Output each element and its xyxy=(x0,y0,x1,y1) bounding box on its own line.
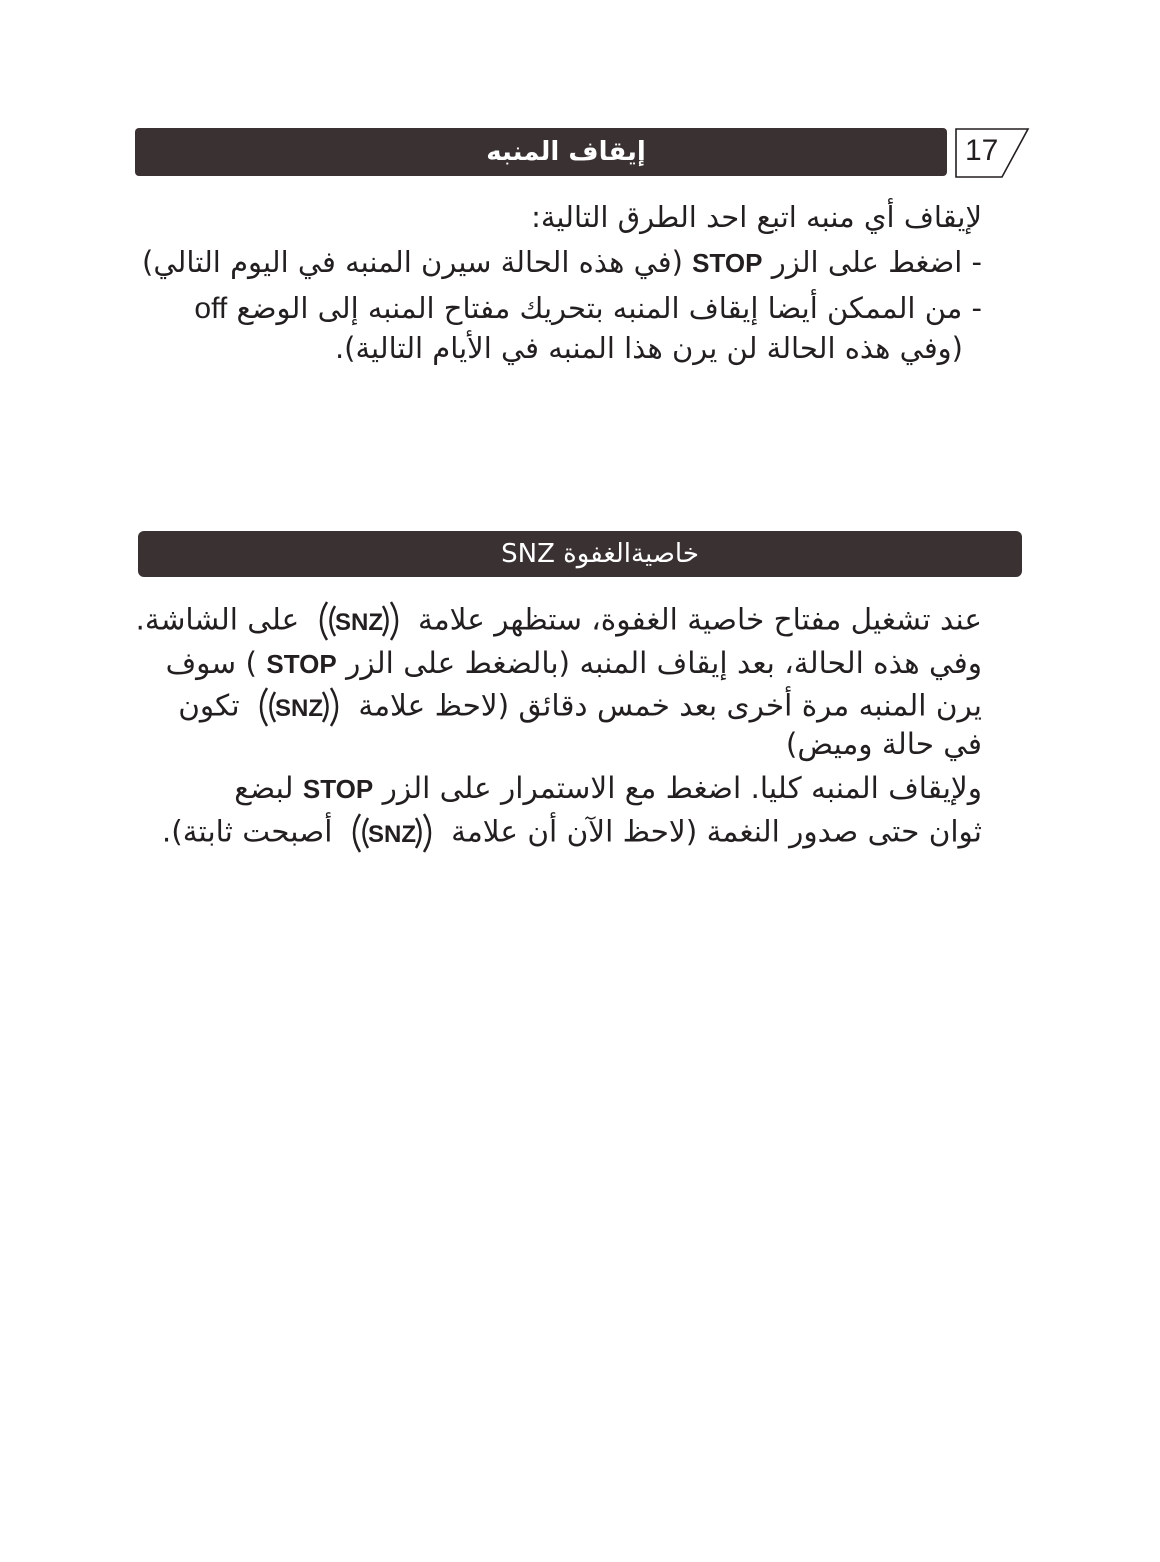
list-item: - اضغط على الزر STOP (في هذه الحالة سيرن المنبه في اليوم التالي) xyxy=(142,245,982,279)
snooze-icon-text: SNZ xyxy=(367,821,416,848)
snooze-indicator-icon xyxy=(253,684,345,730)
list-item-continuation: (وفي هذه الحالة لن يرن هذا المنبه في الأيام التالية). xyxy=(334,331,963,365)
snooze-indicator-icon xyxy=(346,810,438,856)
page-number: 17 xyxy=(965,134,999,167)
snooze-icon-text: SNZ xyxy=(334,609,383,636)
off-position-label: off xyxy=(194,292,228,325)
snooze-indicator-icon xyxy=(313,598,405,644)
paragraph-line: لإيقاف أي منبه اتبع احد الطرق التالية: xyxy=(531,200,982,234)
list-item: - من الممكن أيضا إيقاف المنبه بتحريك مفتاح المنبه إلى الوضع off xyxy=(194,291,982,325)
paragraph-line: عند تشغيل مفتاح خاصية الغفوة، ستظهر علامة SNZ على الشاشة. xyxy=(136,598,983,644)
section-heading-stop-alarm xyxy=(135,128,947,176)
paragraph-line: في حالة وميض) xyxy=(785,727,982,761)
paragraph-line: وفي هذه الحالة، بعد إيقاف المنبه (بالضغط على الزر STOP ) سوف xyxy=(165,646,982,680)
paragraph-line: ثوان حتى صدور النغمة (لاحظ الآن أن علامة SNZ أصبحت ثابتة). xyxy=(162,810,982,856)
paragraph-line: ولإيقاف المنبه كليا. اضغط مع الاستمرار على الزر STOP لبضع xyxy=(234,771,982,805)
stop-key-label: STOP xyxy=(692,248,763,278)
paragraph-line: يرن المنبه مرة أخرى بعد خمس دقائق (لاحظ علامة SNZ تكون xyxy=(178,684,982,730)
section-title: خاصيةالغفوة SNZ xyxy=(501,539,699,569)
section-heading-snooze xyxy=(138,531,1022,577)
snooze-icon-text: SNZ xyxy=(274,695,323,722)
stop-key-label: STOP xyxy=(266,649,337,679)
section-title: إيقاف المنبه xyxy=(486,137,646,167)
stop-key-label: STOP xyxy=(302,774,374,804)
